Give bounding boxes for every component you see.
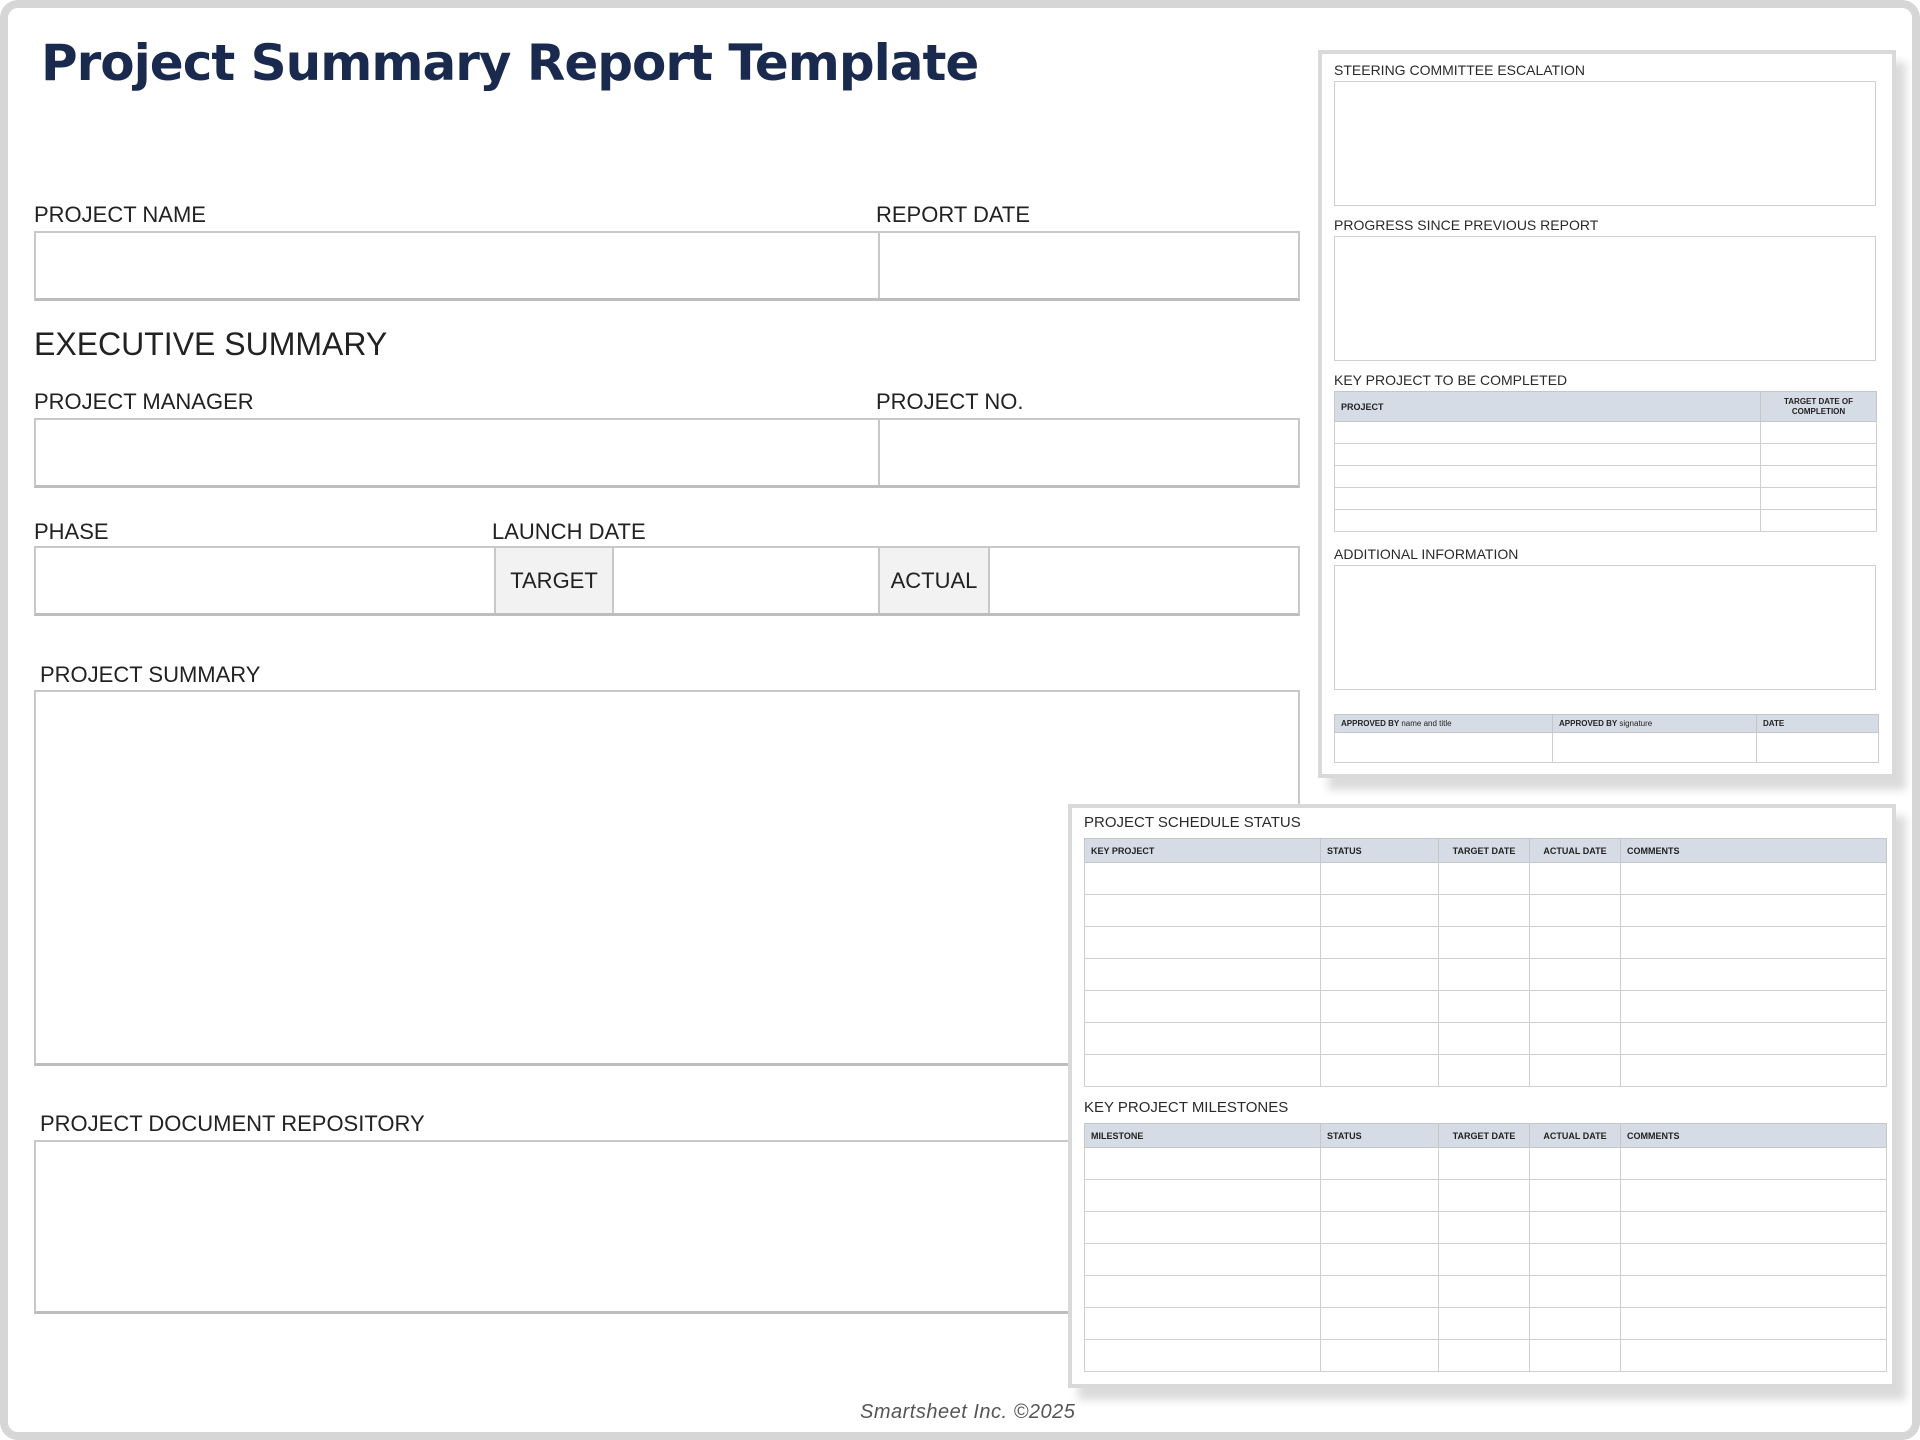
- table-cell[interactable]: [1085, 991, 1321, 1023]
- column-header: [1335, 715, 1553, 733]
- table-cell[interactable]: [1530, 959, 1621, 991]
- phase-field[interactable]: [36, 548, 494, 613]
- table-cell[interactable]: [1621, 1023, 1887, 1055]
- table-cell[interactable]: [1085, 895, 1321, 927]
- table-cell[interactable]: [1761, 466, 1877, 488]
- project-manager-label: PROJECT MANAGER: [34, 389, 254, 414]
- milestones-table: [1084, 1123, 1887, 1372]
- table-cell[interactable]: [1530, 1180, 1621, 1212]
- table-cell[interactable]: [1439, 1244, 1530, 1276]
- table-cell[interactable]: [1335, 510, 1761, 532]
- additional-info-label: ADDITIONAL INFORMATION: [1334, 546, 1519, 562]
- table-row: [1335, 510, 1877, 532]
- column-header: MILESTONE: [1085, 1124, 1321, 1148]
- launch-date-label: LAUNCH DATE: [492, 519, 646, 544]
- table-cell[interactable]: [1321, 1212, 1439, 1244]
- actual-date-field[interactable]: [990, 548, 1298, 613]
- table-cell[interactable]: [1621, 959, 1887, 991]
- table-cell[interactable]: [1530, 1023, 1621, 1055]
- column-header: ACTUAL DATE: [1530, 1124, 1621, 1148]
- table-cell[interactable]: [1530, 991, 1621, 1023]
- target-label-cell: [494, 548, 614, 613]
- approved-by-label: APPROVED BY: [1341, 719, 1400, 728]
- table-cell[interactable]: [1439, 863, 1530, 895]
- key-project-label: KEY PROJECT TO BE COMPLETED: [1334, 372, 1568, 388]
- table-cell[interactable]: [1085, 1340, 1321, 1372]
- table-cell[interactable]: [1439, 1148, 1530, 1180]
- table-row: [1085, 927, 1887, 959]
- report-page-preview: [1318, 50, 1896, 778]
- table-cell[interactable]: [1439, 1340, 1530, 1372]
- column-header: COMMENTS: [1621, 1124, 1887, 1148]
- schedule-page-preview: [1068, 804, 1896, 1388]
- key-project-table: [1334, 391, 1877, 532]
- table-cell[interactable]: [1085, 1212, 1321, 1244]
- table-cell[interactable]: [1321, 1276, 1439, 1308]
- table-cell[interactable]: [1085, 927, 1321, 959]
- column-header: KEY PROJECT: [1085, 839, 1321, 863]
- table-row: [1085, 1276, 1887, 1308]
- table-cell[interactable]: [1335, 488, 1761, 510]
- column-header: TARGET DATE: [1439, 839, 1530, 863]
- table-cell[interactable]: [1530, 1148, 1621, 1180]
- project-manager-row: [34, 418, 1300, 488]
- milestones-label: KEY PROJECT MILESTONES: [1084, 1099, 1289, 1116]
- table-row: [1085, 1244, 1887, 1276]
- target-label: TARGET: [510, 567, 598, 593]
- table-header-row: [1335, 392, 1877, 422]
- document-repository-label: PROJECT DOCUMENT REPOSITORY: [40, 1111, 425, 1136]
- project-no-label: PROJECT NO.: [876, 389, 1024, 414]
- table-cell[interactable]: [1439, 1023, 1530, 1055]
- table-cell[interactable]: [1335, 466, 1761, 488]
- footer-copyright: Smartsheet Inc. ©2025: [860, 1401, 1076, 1423]
- table-cell[interactable]: [1621, 927, 1887, 959]
- executive-summary-heading: EXECUTIVE SUMMARY: [34, 326, 388, 362]
- phase-label: PHASE: [34, 519, 109, 544]
- table-cell[interactable]: [1321, 991, 1439, 1023]
- table-row: [1085, 991, 1887, 1023]
- column-header: STATUS: [1321, 1124, 1439, 1148]
- project-name-label: PROJECT NAME: [34, 202, 206, 227]
- table-cell[interactable]: [1530, 895, 1621, 927]
- table-cell[interactable]: [1335, 444, 1761, 466]
- project-name-field[interactable]: [36, 233, 878, 298]
- table-cell[interactable]: [1321, 1244, 1439, 1276]
- table-cell[interactable]: [1321, 1148, 1439, 1180]
- table-row: [1085, 1340, 1887, 1372]
- table-cell[interactable]: [1439, 1180, 1530, 1212]
- table-cell[interactable]: [1530, 1212, 1621, 1244]
- table-cell[interactable]: [1321, 895, 1439, 927]
- table-cell[interactable]: [1439, 959, 1530, 991]
- table-row: [1085, 1180, 1887, 1212]
- report-date-field[interactable]: [880, 233, 1298, 298]
- table-cell[interactable]: [1439, 1212, 1530, 1244]
- approved-by-hint: name and title: [1401, 719, 1452, 728]
- column-header: PROJECT: [1335, 392, 1761, 422]
- page-title: Project Summary Report Template: [41, 34, 979, 92]
- table-cell[interactable]: [1530, 1244, 1621, 1276]
- additional-info-field[interactable]: [1334, 565, 1876, 690]
- steering-committee-label: STEERING COMMITTEE ESCALATION: [1334, 62, 1585, 78]
- table-cell[interactable]: [1621, 1340, 1887, 1372]
- actual-label-cell: [878, 548, 990, 613]
- table-cell[interactable]: [1621, 1244, 1887, 1276]
- table-cell[interactable]: [1335, 733, 1553, 763]
- table-cell[interactable]: [1321, 1308, 1439, 1340]
- project-name-row: [34, 231, 1300, 301]
- column-header: TARGET DATE OF COMPLETION: [1761, 392, 1877, 422]
- project-manager-field[interactable]: [36, 420, 878, 485]
- approval-table: [1334, 714, 1879, 763]
- table-cell[interactable]: [1085, 1276, 1321, 1308]
- target-date-field[interactable]: [614, 548, 878, 613]
- table-cell[interactable]: [1085, 1244, 1321, 1276]
- table-row: [1335, 466, 1877, 488]
- project-no-field[interactable]: [880, 420, 1298, 485]
- table-row: [1085, 1308, 1887, 1340]
- table-row: [1085, 1148, 1887, 1180]
- table-row: [1335, 488, 1877, 510]
- table-cell[interactable]: [1530, 1276, 1621, 1308]
- table-cell[interactable]: [1085, 1308, 1321, 1340]
- table-row: [1085, 959, 1887, 991]
- approved-by-hint: signature: [1619, 719, 1653, 728]
- table-cell[interactable]: [1757, 733, 1879, 763]
- table-header-row: [1335, 715, 1879, 733]
- table-row: [1085, 1212, 1887, 1244]
- table-cell[interactable]: [1621, 991, 1887, 1023]
- table-cell[interactable]: [1439, 991, 1530, 1023]
- table-row: [1335, 422, 1877, 444]
- column-header: STATUS: [1321, 839, 1439, 863]
- report-date-label: REPORT DATE: [876, 202, 1031, 227]
- table-row: [1335, 733, 1879, 763]
- table-cell[interactable]: [1761, 422, 1877, 444]
- table-cell[interactable]: [1321, 959, 1439, 991]
- table-cell[interactable]: [1085, 959, 1321, 991]
- table-cell[interactable]: [1321, 1055, 1439, 1087]
- table-cell[interactable]: [1321, 1023, 1439, 1055]
- table-cell[interactable]: [1085, 1055, 1321, 1087]
- project-summary-label: PROJECT SUMMARY: [40, 662, 261, 687]
- table-cell[interactable]: [1085, 1023, 1321, 1055]
- table-row: [1335, 444, 1877, 466]
- schedule-status-table: [1084, 838, 1887, 1087]
- table-cell[interactable]: [1761, 444, 1877, 466]
- table-cell[interactable]: [1335, 422, 1761, 444]
- table-cell[interactable]: [1439, 1055, 1530, 1087]
- steering-committee-field[interactable]: [1334, 81, 1876, 206]
- table-cell[interactable]: [1530, 1308, 1621, 1340]
- table-cell[interactable]: [1621, 1180, 1887, 1212]
- table-cell[interactable]: [1761, 488, 1877, 510]
- table-row: [1085, 863, 1887, 895]
- table-cell[interactable]: [1439, 895, 1530, 927]
- table-cell[interactable]: [1085, 1148, 1321, 1180]
- actual-label: ACTUAL: [890, 567, 978, 593]
- table-cell[interactable]: [1530, 1340, 1621, 1372]
- approved-by-label: APPROVED BY: [1559, 719, 1618, 728]
- table-header-row: [1085, 839, 1887, 863]
- table-cell[interactable]: [1439, 1276, 1530, 1308]
- progress-field[interactable]: [1334, 236, 1876, 361]
- table-cell[interactable]: [1321, 1340, 1439, 1372]
- table-cell[interactable]: [1321, 863, 1439, 895]
- column-header: [1553, 715, 1757, 733]
- table-cell[interactable]: [1530, 863, 1621, 895]
- column-header: ACTUAL DATE: [1530, 839, 1621, 863]
- table-cell[interactable]: [1621, 1148, 1887, 1180]
- table-row: [1085, 1023, 1887, 1055]
- phase-launch-row: [34, 546, 1300, 616]
- table-cell[interactable]: [1553, 733, 1757, 763]
- table-cell[interactable]: [1621, 1308, 1887, 1340]
- table-cell[interactable]: [1621, 895, 1887, 927]
- schedule-status-label: PROJECT SCHEDULE STATUS: [1084, 814, 1301, 831]
- table-cell[interactable]: [1439, 927, 1530, 959]
- table-row: [1085, 895, 1887, 927]
- table-cell[interactable]: [1530, 927, 1621, 959]
- table-cell[interactable]: [1085, 863, 1321, 895]
- table-cell[interactable]: [1439, 1308, 1530, 1340]
- column-header: TARGET DATE: [1439, 1124, 1530, 1148]
- table-cell[interactable]: [1321, 1180, 1439, 1212]
- table-cell[interactable]: [1530, 1055, 1621, 1087]
- column-header: COMMENTS: [1621, 839, 1887, 863]
- table-cell[interactable]: [1085, 1180, 1321, 1212]
- progress-label: PROGRESS SINCE PREVIOUS REPORT: [1334, 217, 1599, 233]
- table-cell[interactable]: [1761, 510, 1877, 532]
- table-cell[interactable]: [1621, 1276, 1887, 1308]
- table-cell[interactable]: [1321, 927, 1439, 959]
- table-header-row: [1085, 1124, 1887, 1148]
- table-cell[interactable]: [1621, 1055, 1887, 1087]
- table-cell[interactable]: [1621, 863, 1887, 895]
- table-row: [1085, 1055, 1887, 1087]
- column-header: DATE: [1757, 715, 1879, 733]
- table-cell[interactable]: [1621, 1212, 1887, 1244]
